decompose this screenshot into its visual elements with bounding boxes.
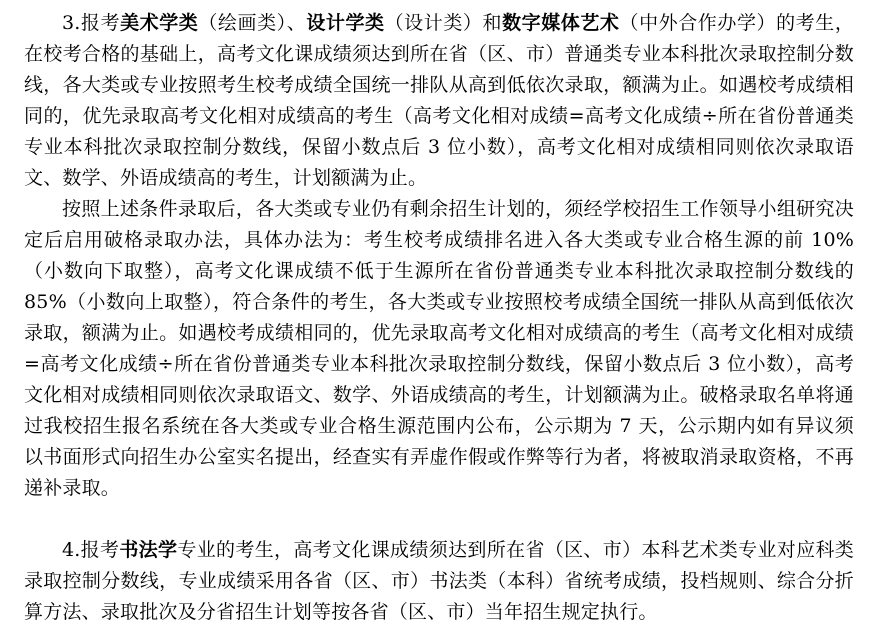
major-fine-arts: 美术学类 bbox=[120, 12, 199, 34]
text-span: 专业的考生，高考文化课成绩须达到所在省（区、市）本科艺术类专业对应科类录取控制分数线，专业成绩采用各省（区、市）书法类（本科）省统考成绩，投档规则、综合分折算方法、录取批次及分省招生计划等按各省（区、市）当年招生规定执行。 bbox=[24, 539, 854, 623]
paragraph-3-art-design-media bbox=[24, 8, 854, 194]
item-number-4: 4.报考 bbox=[62, 539, 120, 561]
paragraph-4-calligraphy bbox=[24, 535, 854, 628]
major-calligraphy: 书法学 bbox=[119, 539, 178, 561]
major-design: 设计学类 bbox=[306, 12, 385, 34]
document-page bbox=[24, 8, 854, 628]
text-span: （绘画类）、 bbox=[198, 12, 307, 34]
paragraph-exceptional-admission: 按照上述条件录取后，各大类或专业仍有剩余招生计划的，须经学校招生工作领导小组研究决定后启用破格录取办法，具体办法为：考生校考成绩排名进入各大类或专业合格生源的前 10%（小数向下取整），高考文化课成绩不低于生源所在省份普通类专业本科批次录取控制分数线的85%（小数向上取整），符合条件的考生，各大类或专业按照校考成绩全国统一排队从高到低依次录取，额满为止。如遇校考成绩相同的，优先录取高考文化相对成绩高的考生（高考文化相对成绩=高考文化成绩÷所在省份普通类专业本科批次录取控制分数线，保留小数点后 3 位小数），高考文化相对成绩相同则依次录取语文、数学、外语成绩高的考生，计划额满为止。破格录取名单将通过我校招生报名系统在各大类或专业合格生源范围内公布，公示期为 7 天，公示期内如有异议须以书面形式向招生办公室实名提出，经查实有弄虚作假或作弊等行为者，将被取消录取资格，不再递补录取。 bbox=[24, 198, 854, 499]
text-span: （中外合作办学）的考生，在校考合格的基础上，高考文化课成绩须达到所在省（区、市）普通类专业本科批次录取控制分数线，各大类或专业按照考生校考成绩全国统一排队从高到低依次录取，额满为止。如遇校考成绩相同的，优先录取高考文化相对成绩高的考生（高考文化相对成绩=高考文化成绩÷所在省份普通类专业本科批次录取控制分数线，保留小数点后 3 位小数），高考文化相对成绩相同则依次录取语文、数学、外语成绩高的考生，计划额满为止。 bbox=[24, 12, 855, 189]
item-number-3: 3.报考 bbox=[62, 12, 121, 34]
major-digital-media-art: 数字媒体艺术 bbox=[502, 12, 620, 34]
text-span: （设计类）和 bbox=[384, 12, 503, 34]
